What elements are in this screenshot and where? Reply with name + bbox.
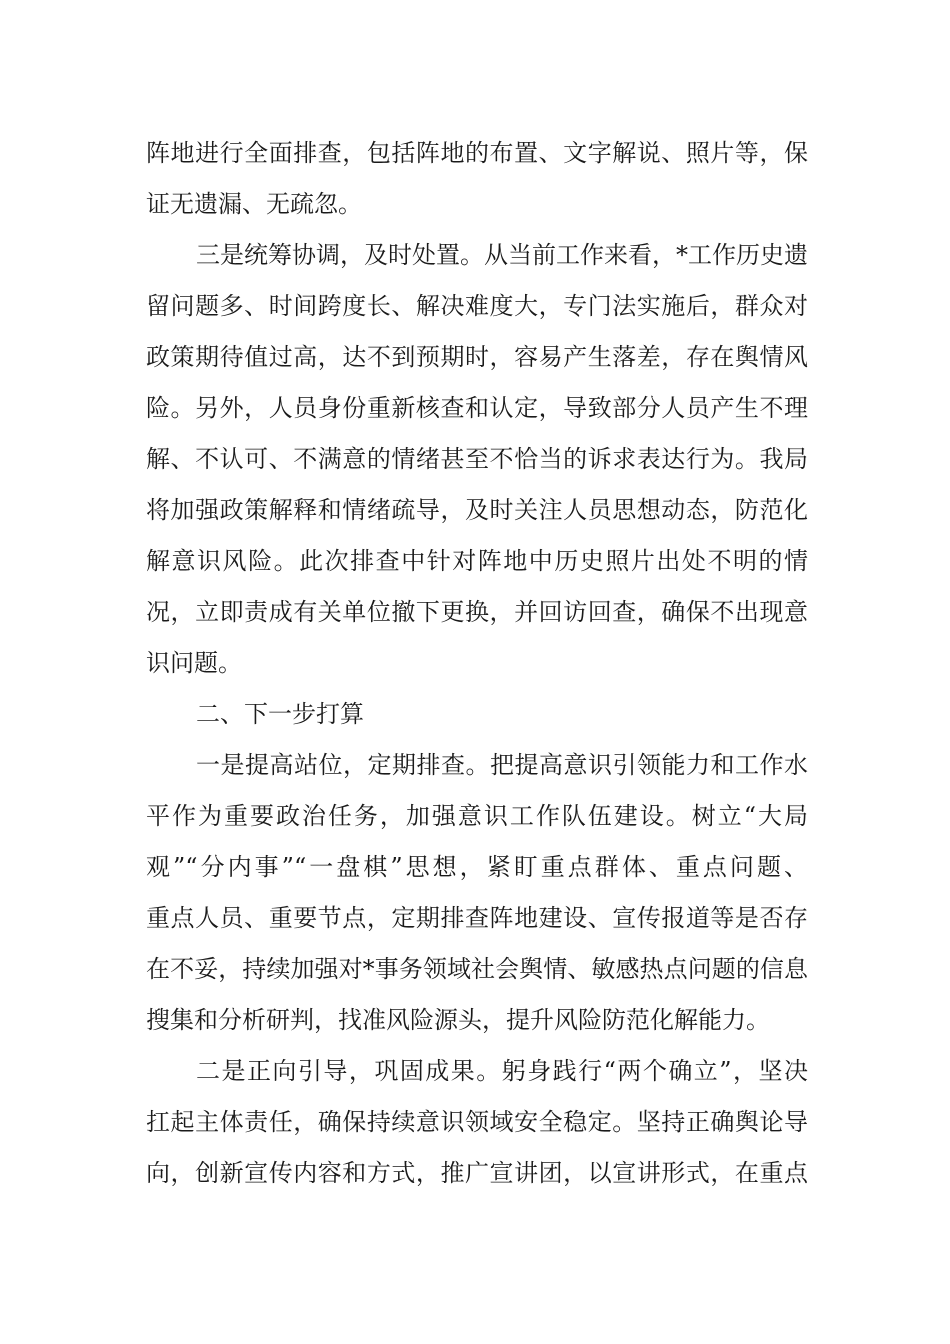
- text-line: 识问题。: [146, 649, 242, 677]
- text-line: 将加强政策解释和情绪疏导，及时关注人员思想动态，防范化: [146, 496, 808, 524]
- text-line: 阵地进行全面排查，包括阵地的布置、文字解说、照片等，保: [146, 139, 808, 167]
- text-line: 观”“分内事”“一盘棋”思想，紧盯重点群体、重点问题、: [146, 853, 808, 881]
- text-line: 平作为重要政治任务，加强意识工作队伍建设。树立“大局: [146, 802, 808, 830]
- text-line: 扛起主体责任，确保持续意识领域安全稳定。坚持正确舆论导: [146, 1108, 808, 1136]
- document-body: [146, 128, 808, 1199]
- text-line: 解、不认可、不满意的情绪甚至不恰当的诉求表达行为。我局: [146, 445, 808, 473]
- text-line: 留问题多、时间跨度长、解决难度大，专门法实施后，群众对: [146, 292, 808, 320]
- text-line: 搜集和分析研判，找准风险源头，提升风险防范化解能力。: [146, 1006, 770, 1034]
- text-line: 解意识风险。此次排查中针对阵地中历史照片出处不明的情: [146, 547, 808, 575]
- text-line: 险。另外，人员身份重新核查和认定，导致部分人员产生不理: [146, 394, 808, 422]
- text-line: 证无遗漏、无疏忽。: [146, 190, 362, 218]
- paragraph-start-line: 二是正向引导，巩固成果。躬身践行“两个确立”，坚决: [196, 1057, 808, 1085]
- text-line: 在不妥，持续加强对*事务领域社会舆情、敏感热点问题的信息: [146, 955, 808, 983]
- text-line: 政策期待值过高，达不到预期时，容易产生落差，存在舆情风: [146, 343, 808, 371]
- text-line: 重点人员、重要节点，定期排查阵地建设、宣传报道等是否存: [146, 904, 808, 932]
- paragraph-start-line: 一是提高站位，定期排查。把提高意识引领能力和工作水: [196, 751, 808, 779]
- text-line: 向，创新宣传内容和方式，推广宣讲团，以宣讲形式，在重点: [146, 1159, 808, 1187]
- text-line: 况，立即责成有关单位撤下更换，并回访回查，确保不出现意: [146, 598, 808, 626]
- section-heading: 二、下一步打算: [196, 700, 364, 728]
- paragraph-start-line: 三是统筹协调，及时处置。从当前工作来看，*工作历史遗: [196, 241, 808, 269]
